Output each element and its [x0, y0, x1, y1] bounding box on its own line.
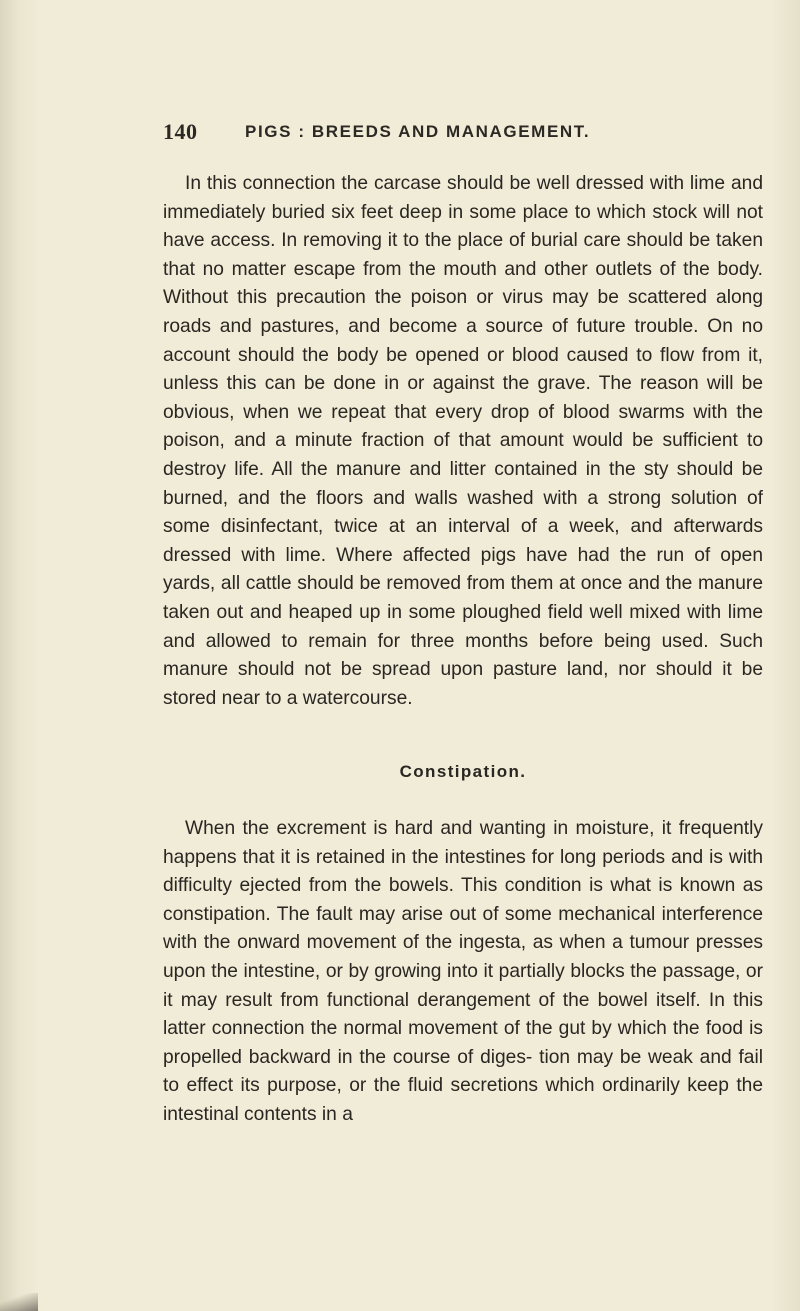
section-heading-constipation: Constipation.: [399, 762, 527, 781]
paragraph-carcase-disposal: In this connection the carcase should be well dressed with lime and immediately buried six feet deep in some place to which stock will not have access. In removing it to the place of burial care should be taken that no matter escape from the mouth and other outlets of the body. Without this precaution the poison or virus may be scattered along roads and pastures, and become a source of future trouble. On no account should the body be opened or blood caused to flow from it, unless this can be done in or against the grave. The reason will be obvious, when we repeat that every drop of blood swarms with the poison, and a minute fraction of that amount would be sufficient to destroy life. All the manure and litter contained in the sty should be burned, and the floors and walls washed with a strong solution of some disinfectant, twice at an interval of a week, and afterwards dressed with lime. Where affected pigs have had the run of open yards, all cattle should be removed from them at once and the manure taken out and heaped up in some ploughed field well mixed with lime and allowed to remain for three months before being used. Such manure should not be spread upon pasture land, nor should it be stored near to a watercourse.: [163, 173, 763, 709]
running-head: PIGS : BREEDS AND MANAGEMENT.: [245, 122, 591, 141]
paragraph-constipation: When the excrement is hard and wanting in moisture, it frequently happens that it is retained in the intestines for long periods and is with difficulty ejected from the bowels. This condition is what is known as constipation. The fault may arise out of some mechanical interference with the onward movement of the ingesta, as when a tumour presses upon the intestine, or by growing into it partially blocks the passage, or it may result from functional derangement of the bowel itself. In this latter connection the normal movement of the gut by which the food is propelled backward in the course of diges- tion may be weak and fail to effect its purpose, or the fluid secretions which ordinarily keep the intestinal contents in a: [163, 818, 763, 1125]
page-number: 140: [163, 119, 198, 144]
page-corner-shadow: [0, 1293, 38, 1311]
page-header: [163, 119, 683, 143]
